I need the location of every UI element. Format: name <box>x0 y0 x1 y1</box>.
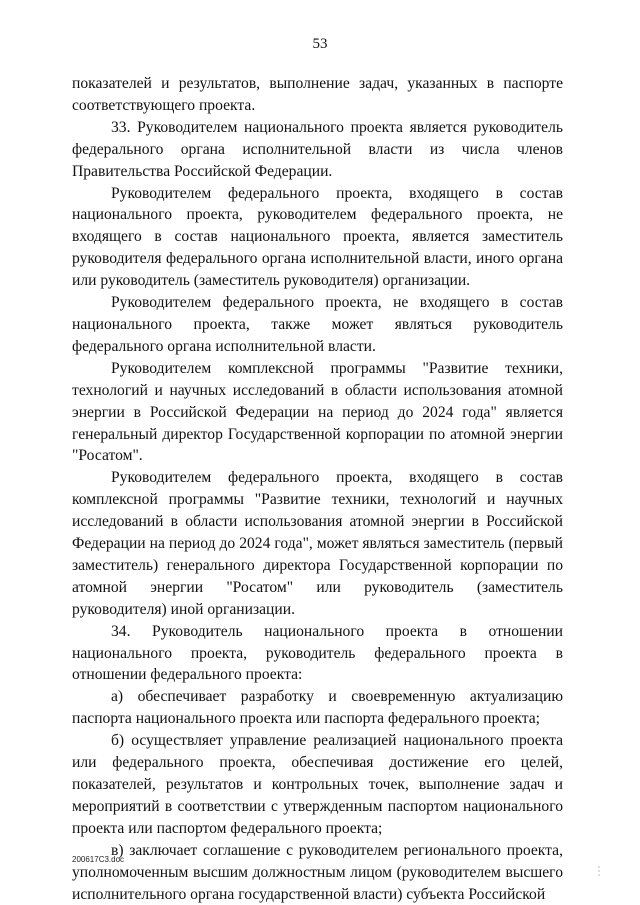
list-item-v: в) заключает соглашение с руководителем регионального проекта, уполномоченным высшим должностным лицом (руководителем высшего исполнительного органа государственной власти) субъекта Российской <box>72 841 563 903</box>
paragraph-federal-project-outside: Руководителем федерального проекта, не входящего в состав национального проекта, также может являться руководитель федерального органа исполнительной власти. <box>72 294 563 355</box>
paragraph-complex-program-federal: Руководителем федерального проекта, входящего в состав комплексной программы "Развитие техники, технологий и научных исследований в области использования атомной энергии в Российской Федерации на период до 2024 года", может являться заместитель (первый заместитель) генерального директора Государственной корпорации по атомной энергии "Росатом" или руководитель (заместитель руководителя) иной организации. <box>72 469 563 618</box>
list-item-b: б) осуществляет управление реализацией национального проекта или федерального проекта, обеспечивая достижение его целей, показателей, результатов и контрольных точек, выполнение задач и мероприятий в соответствии с утвержденным паспортом национального проекта или паспортом федерального проекта; <box>72 732 563 837</box>
paragraph-34: 34. Руководитель национального проекта в отношении национального проекта, руководитель федерального проекта в отношении федерального проекта: <box>72 622 563 684</box>
paragraph-complex-program-head: Руководителем комплексной программы "Развитие техники, технологий и научных исследований в области использования атомной энергии в Российской Федерации на период до 2024 года" является генеральный директор Государственной корпорации по атомной энергии "Росатом". <box>72 359 563 465</box>
document-body <box>72 73 563 905</box>
paragraph-continuation: показателей и результатов, выполнение задач, указанных в паспорте соответствующего проекта. <box>72 75 563 114</box>
list-item-a: а) обеспечивает разработку и своевременную актуализацию паспорта национального проекта или паспорта федерального проекта; <box>72 688 563 728</box>
page-number: 53 <box>312 36 328 52</box>
scan-speck <box>598 866 600 876</box>
paragraph-federal-project-head: Руководителем федерального проекта, входящего в состав национального проекта, руководителем федерального проекта, не входящего в состав национального проекта, является заместитель руководителя федерального органа исполнительной власти, иного органа или руководитель (заместитель руководителя) организации. <box>72 184 563 290</box>
footer-filename: 200617C3.doc <box>72 855 125 864</box>
paragraph-33: 33. Руководителем национального проекта является руководитель федерального органа исполнительной власти из числа членов Правительства Российской Федерации. <box>72 118 563 180</box>
